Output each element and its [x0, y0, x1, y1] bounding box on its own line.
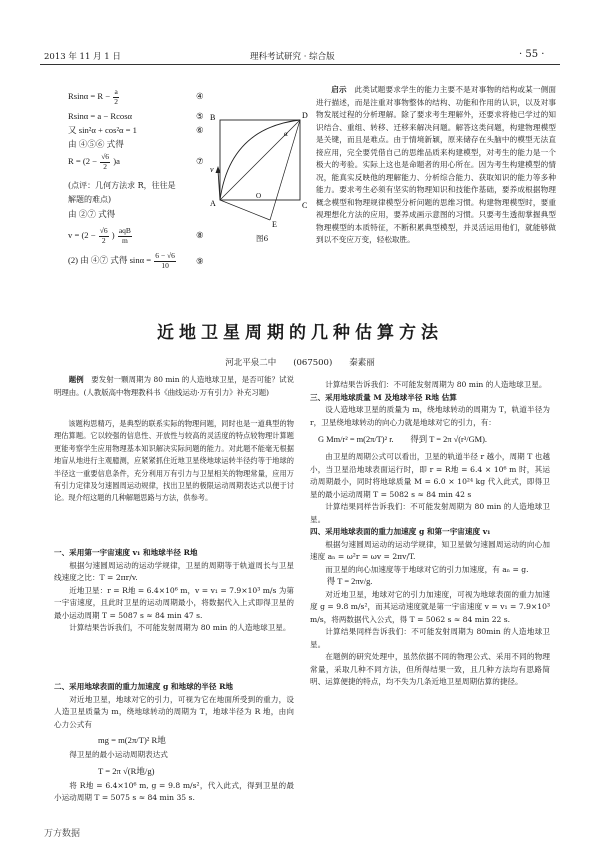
from-27: 由 ②⑦ 式得: [68, 209, 116, 219]
section-3-p1: 设人造地球卫星的质量为 m，绕地球转动的周期为 T，轨道半径为 r，卫星绕地球转动的向心力就是地球对它的引力，有：: [310, 405, 550, 427]
section-4-p1: 根据匀速圆周运动的运动学规律，知卫星做匀速圆周运动的向心加速度 aₙ = ω²r = ωv = 2πv/T.: [310, 539, 550, 561]
section-4-p2: 而卫星的向心加速度等于地球对它的引力加速度，有 aₙ = g.: [325, 564, 529, 574]
right-col-p0: 计算结果告诉我们：不可能发射周期为 80 min 的人造地球卫星。: [325, 380, 547, 389]
label-o: O: [256, 192, 262, 200]
equation-num-4: ④: [196, 91, 204, 101]
problem-paragraph: [54, 374, 294, 400]
section-3-p2: 由卫星的周期公式可以看出，卫星的轨道半径 r 越小，周期 T 也越小，当卫星沿地球表面运行时，即 r = R地 = 6.4 × 10⁶ m 时，其运动周期最小，同时将地球质量 M = 6.0 × 10²⁴ kg 代入此式，即得卫星的最小运动周期 T = 5082 s ≈ 84 min 42 s: [310, 452, 550, 499]
figure-6-diagram: [200, 98, 315, 228]
equation-8: v = (2 − $\frac{√6}{2}$ ) $\frac{\text{aqB}}{m}$: [68, 226, 131, 245]
header-date: 2013 年 11 月 1 日: [44, 52, 121, 62]
header-journal: 理科考试研究 · 综合版: [250, 52, 335, 62]
comment-line-1: (点评：几何方法求 R，往往是: [68, 181, 176, 190]
label-alpha: α: [284, 130, 288, 138]
part-2: (2) 由 ④⑦ 式得 sinα = $\frac{6 - √6}{10}$: [68, 251, 175, 270]
label-v: v: [210, 165, 214, 174]
header-rule: [40, 64, 560, 65]
section-3-eq: G Mm/r² = m(2π/T)² r. 得到 T = 2π √(r³/GM).: [318, 435, 487, 444]
section-4-p4: 计算结果同样告诉我们：不可能发射周期为 80min 的人造地球卫星。: [310, 627, 550, 649]
section-2-eq1: mg = m(2π/T)² R地: [98, 735, 166, 745]
figure-6-caption: 图6: [256, 234, 269, 243]
label-e: E: [272, 220, 277, 228]
header-page-number: · 55 ·: [519, 49, 545, 60]
insight-text: 此类试题要求学生的能力主要不是对事物的结构或某一侧面进行描述，而是注重对事物整体的结构、功能和作用的认识，以及对事物发展过程的分析理解。除了要求考生理解外，还要求将他已学过的知识结合、重组、转移、迁移来解决问题。解答这类问题，构建物理模型是关键，而且是难点。由于情境新颖，原来储存在头脑中的模型无法直接应用，完全要凭借自己的思维品质来构建模型，对考生的能力是一个极大的考验。实际上这也是命题者的用心所在。因为考生构建模型的情况，能真实反映他的理解能力、分析综合能力、获取知识的能力等多种能力。要求考生必须有坚实的物理知识和技能作基础，要养成根据物理概念模型和物理规律模型分析问题的思维习惯。构建物理模型时，要重视理想化方法的应用，要养成画示意图的习惯。只要考生透彻掌握典型物理模型的本质特征，不断积累典型模型，并灵活运用他们，就能够做到以不变应万变，轻松取胜。: [316, 85, 557, 244]
section-2-title: 二、采用地球表面的重力加速度 g 和地球的半径 R地: [54, 682, 234, 691]
section-1-title: 一、采用第一宇宙速度 v₁ 和地球半径 R地: [54, 548, 198, 557]
problem-text: 要发射一颗周期为 80 min 的人造地球卫星，是否可能？试说明理由。(人教版高中物理教科书《曲线运动·万有引力》补充习题): [54, 375, 294, 397]
section-4-eq: 得 T = 2πv/g.: [326, 577, 373, 586]
equation-6: 又 sin²α + cos²α = 1: [68, 125, 137, 135]
equation-num-5: ⑤: [196, 111, 204, 121]
equation-num-8: ⑧: [196, 230, 204, 240]
section-1: [54, 547, 294, 635]
right-column: [310, 379, 550, 689]
article-author: 河北平泉二中 (067500) 秦素丽: [225, 358, 375, 368]
label-a: A: [210, 199, 216, 208]
label-b: B: [210, 113, 216, 122]
section-4-p5: 在题例的研究处理中，虽然依据不同的物理公式、采用不同的物理常量，采取几种不同方法，但所得结果一致，且几种方法均有思路简明、运算便捷的特点，均不失为几条近地卫星周期估算的捷径。: [310, 652, 550, 686]
section-2-p2: 得卫星的最小运动周期表达式: [69, 750, 168, 759]
comment-line-2: 解题的难点): [68, 195, 112, 204]
section-2: [54, 681, 294, 805]
section-1-p1: 根据匀速圆周运动的运动学规律，卫星的周期等于轨道周长与卫星线速度之比：T = 2πr/v.: [54, 560, 294, 582]
section-2-eq2: T = 2π √(R地/g): [98, 765, 155, 776]
section-2-p3: 将 R地 = 6.4×10⁶ m, g = 9.8 m/s²，代入此式，得到卫星的最小运动周期 T = 5075 s ≈ 84 min 35 s.: [54, 780, 294, 802]
equation-7: R = (2 − $\frac{√6}{2}$ )a: [68, 152, 120, 171]
equation-4: Rsinα = R − $\frac{a}{2}$: [68, 87, 119, 106]
equation-num-6: ⑥: [196, 125, 204, 135]
section-2-p1: 对近地卫星，地球对它的引力，可视为它在地面所受到的重力，设人造卫星质量为 m，绕地球转动的周期为 T，地球半径为 R 地，由向心力公式有: [54, 694, 294, 729]
analysis-paragraph: 该题构思精巧，是典型的联系实际的物理问题，同时也是一道典型的物理估算题。它以较强的信息性、开放性与较高的灵活度的特点较物理计算题更能考察学生应用物理基本知识解决实际问题的能力。对此题不能毫无根据地盲从地进行主观臆测，应紧紧抓住近地卫星绕地球运转半径约等于地球的半径这一重要信息条件，充分利用万有引力与卫星相关的物理常量，应用万有引力定律及匀速圆周运动规律，找出卫星的极限运动周期表达式以便于讨论。现介绍这题的几种解题思路与方法，供参考。: [54, 419, 294, 503]
label-d: D: [302, 111, 308, 120]
insight-label: 启示: [331, 85, 347, 94]
section-3-title: 三、采用地球质量 M 及地球半径 R地 估算: [310, 392, 457, 402]
section-1-p3: 计算结果告诉我们，不可能发射周期为 80 min 的人造地球卫星。: [69, 623, 291, 632]
insight-paragraph: [316, 84, 556, 247]
section-1-p2: 近地卫星：r = R地 = 6.4×10⁶ m，v = v₁ = 7.9×10³ m/s 为第一宇宙速度，且此时卫星的运动周期最小，将数据代入上式即得卫星的最小运动周期 T = 5087 s ≈ 84 min 47 s.: [54, 585, 294, 620]
label-c: C: [302, 201, 308, 210]
line-bottom-e: [220, 200, 270, 220]
equation-num-9: ⑨: [196, 256, 204, 266]
problem-label: 题例: [68, 375, 84, 384]
section-4-title: 四、采用地球表面的重力加速度 g 和第一宇宙速度 v₁: [310, 527, 491, 536]
section-4-p3: 对近地卫星，地球对它的引力加速度，可视为地球表面的重力加速度 g = 9.8 m/s²，而其运动速度就是第一宇宙速度 v = v₁ = 7.9×10³ m/s，将两数据代入公式，得 T = 5062 s ≈ 84 min 22 s.: [310, 589, 550, 624]
equation-num-7: ⑦: [196, 156, 204, 166]
article-title: 近地卫星周期的几种估算方法: [157, 323, 443, 343]
equation-5: Rsinα = a − Rcosα: [68, 111, 133, 121]
footer-watermark: 万方数据: [44, 829, 81, 839]
section-3-p3: 计算结果同样告诉我们：不可能发射周期为 80 min 的人造地球卫星。: [310, 502, 550, 524]
from-456: 由 ④⑤⑥ 式得: [68, 139, 124, 149]
